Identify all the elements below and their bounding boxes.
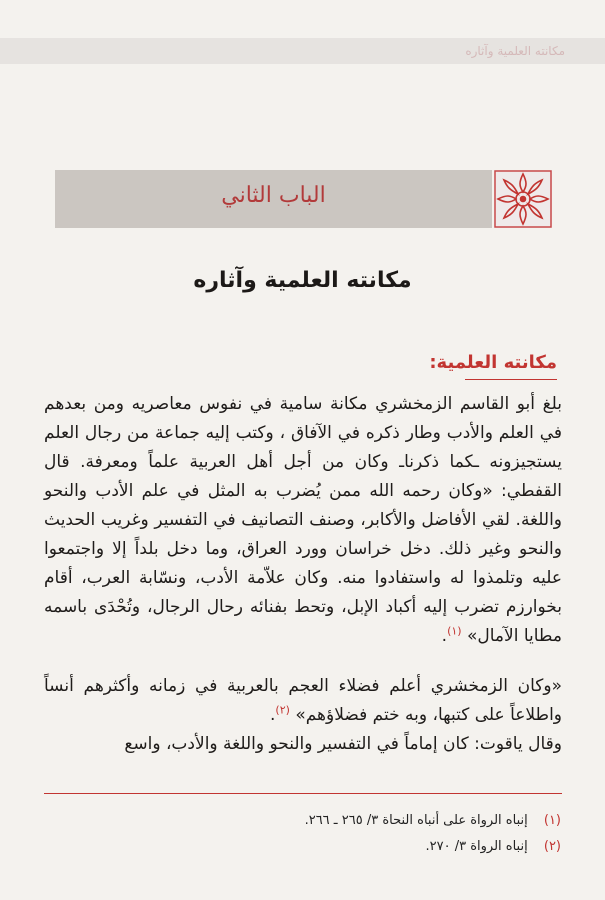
subheading: مكانته العلمية: (429, 352, 557, 373)
subheading-underline (465, 379, 557, 380)
footnotes (43, 808, 561, 860)
footnote-2-text: إنباه الرواة ٣/ ٢٧٠. (425, 839, 528, 854)
running-head (0, 38, 605, 64)
chapter-title: الباب الثاني (221, 183, 326, 208)
chapter-banner (55, 170, 492, 228)
section-title: مكانته العلمية وآثاره (193, 268, 412, 293)
footnote-1 (43, 808, 561, 834)
footnote-marker-1: (١) (447, 624, 462, 638)
footnote-divider (44, 793, 562, 794)
footnote-marker-2: (٢) (275, 703, 290, 717)
footnote-2 (43, 834, 561, 860)
paragraph-2: «وكان الزمخشري أعلم فضلاء العجم بالعربية في زمانه وأكثرهم أنساً واطلاعاً على كتبها، وبه ختم فضلاؤهم» $^{(٢)}$. (44, 676, 562, 725)
footnote-1-number: (١) (543, 813, 561, 828)
paragraph-3-text: وقال ياقوت: كان إماماً في التفسير والنحو واللغة والأدب، واسع (124, 734, 562, 754)
paragraph-1: بلغ أبو القاسم الزمخشري مكانة سامية في نفوس معاصريه ومن بعدهم في العلم والأدب وطار ذكره في الآفاق ، وكتب إليه جماعة من رجال العلم يستجيزونه ـكما ذكرناـ وكان من أجل أهل العربية علماً ومعرفة. قال القفطي: «وكان رحمه الله ممن يُضرب به المثل في علم الأدب والنحو واللغة. لقي الأفاضل والأكابر، وصنف التصانيف في التفسير وغريب الحديث والنحو وغير ذلك. دخل خراسان وورد العراق، وما دخل بلداً إلا واجتمعوا عليه وتلمذوا له واستفادوا منه. وكان علاّمة الأدب، ونسّابة العرب، أقام بخوارزم تضرب إليه أكباد الإبل، وتحط بفنائه رحال الرجال، وتُحْدَى باسمه مطايا الآمال» $^{(١)}$. (44, 394, 562, 646)
paragraph-1-text: بلغ أبو القاسم الزمخشري مكانة سامية في نفوس معاصريه ومن بعدهم في العلم والأدب وطار ذكره في الآفاق ، وكتب إليه جماعة من رجال العلم يستجيزونه ـكما ذكرناـ وكان من أجل أهل العربية علماً ومعرفة. قال القفطي: «وكان رحمه الله ممن يُضرب به المثل في علم الأدب والنحو واللغة. لقي الأفاضل والأكابر، وصنف التصانيف في التفسير وغريب الحديث والنحو وغير ذلك. دخل خراسان وورد العراق، وما دخل بلداً إلا واجتمعوا عليه وتلمذوا له واستفادوا منه. وكان علاّمة الأدب، ونسّابة العرب، أقام بخوارزم تضرب إليه أكباد الإبل، وتحط بفنائه رحال الرجال، وتُحْدَى باسمه مطايا الآمال» (44, 394, 562, 646)
floral-ornament-icon (494, 170, 552, 228)
footnote-1-text: إنباه الرواة على أنباه النحاة ٣/ ٢٦٥ ـ ٢٦٦. (304, 813, 528, 828)
bleed-through (40, 96, 565, 110)
running-head-text: مكانته العلمية وآثاره (465, 44, 565, 58)
paragraph-3 (44, 730, 562, 759)
footnote-2-number: (٢) (543, 839, 561, 854)
paragraph-2-text: «وكان الزمخشري أعلم فضلاء العجم بالعربية في زمانه وأكثرهم أنساً واطلاعاً على كتبها، وبه ختم فضلاؤهم» (44, 676, 562, 725)
